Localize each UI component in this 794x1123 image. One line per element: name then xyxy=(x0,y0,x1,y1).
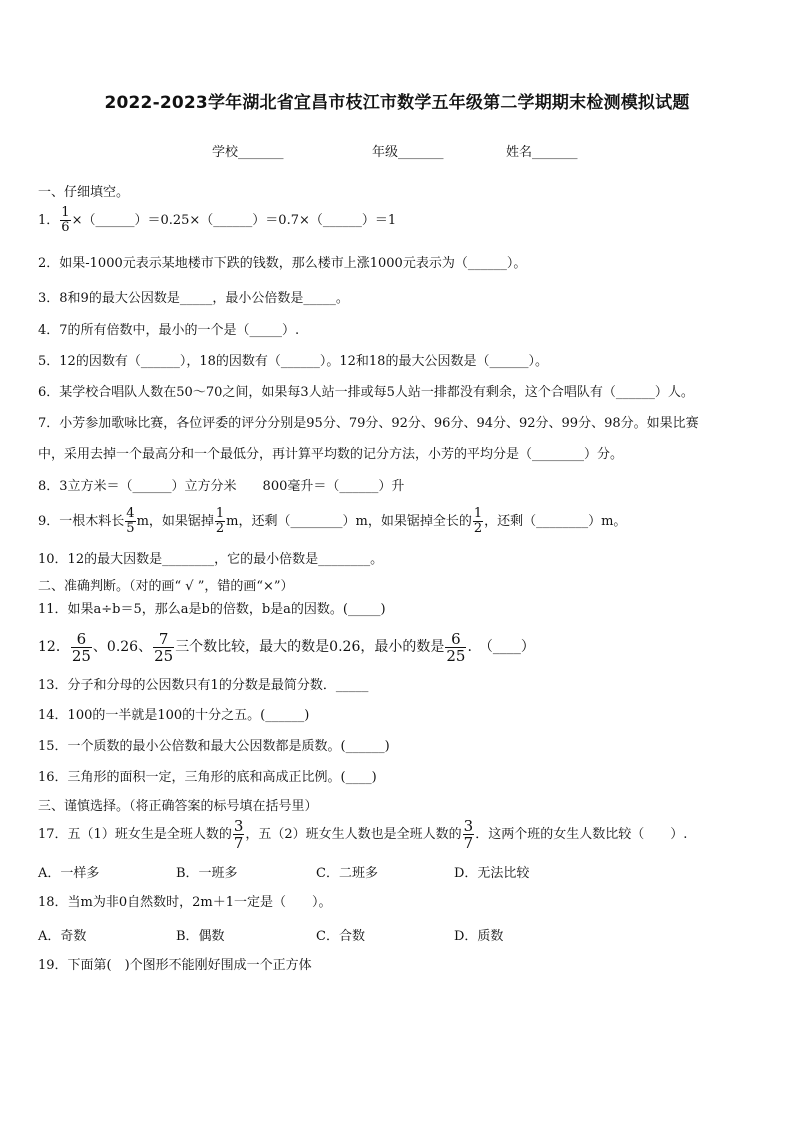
fraction xyxy=(233,818,245,851)
question-1-number: 1． xyxy=(38,213,60,228)
question-2: 2．如果-1000元表示某地楼市下跌的钱数，那么楼市上涨1000元表示为（______）。 xyxy=(38,256,527,271)
question-17-text: 17．五（1）班女生是全班人数的 xyxy=(38,827,232,842)
fraction-numerator: 6 xyxy=(76,629,87,648)
question-17-text: ．这两个班的女生人数比较（ ）. xyxy=(475,827,688,842)
question-17-text: ，五（2）班女生人数也是全班人数的 xyxy=(245,827,462,842)
question-16: 16．三角形的面积一定，三角形的底和高成正比例。(____) xyxy=(38,770,377,785)
question-11: 11．如果a÷b＝5，那么a是b的倍数，b是a的因数。(_____) xyxy=(38,602,386,617)
question-12-text: 三个数比较，最大的数是0.26，最小的数是 xyxy=(175,639,445,655)
fraction-denominator: 2 xyxy=(473,521,483,536)
question-10: 10．12的最大因数是________，它的最小倍数是________。 xyxy=(38,552,384,567)
fraction-denominator: 25 xyxy=(446,646,466,665)
school-field: 学校_______ xyxy=(212,145,284,160)
question-13: 13．分子和分母的公因数只有1的分数是最简分数．_____ xyxy=(38,678,369,693)
q17-option-d: D．无法比较 xyxy=(454,866,530,881)
grade-field: 年级_______ xyxy=(372,145,444,160)
question-9-text: m，还剩（________）m，如果锯掉全长的 xyxy=(226,514,472,529)
fraction-numerator: 1 xyxy=(473,506,483,521)
section-1-heading: 一、仔细填空。 xyxy=(38,185,130,200)
question-9-text: 9．一根木料长 xyxy=(38,514,125,529)
fraction-numerator: 3 xyxy=(233,817,244,835)
q18-option-a: A．奇数 xyxy=(38,929,87,944)
question-3: 3．8和9的最大公因数是_____，最小公倍数是_____。 xyxy=(38,291,349,306)
fraction xyxy=(445,631,466,664)
question-18: 18．当m为非0自然数时，2m＋1一定是（ ）。 xyxy=(38,895,332,910)
question-7-line-2: 中，采用去掉一个最高分和一个最低分，再计算平均数的记分方法，小芳的平均分是（________）分。 xyxy=(38,447,624,462)
fraction-denominator: 25 xyxy=(71,646,91,665)
fraction-denominator: 7 xyxy=(463,834,474,852)
question-5: 5．12的因数有（______），18的因数有（______）。12和18的最大公因数是（______）。 xyxy=(38,354,548,369)
fraction-denominator: 6 xyxy=(61,220,70,235)
q17-option-a: A．一样多 xyxy=(38,866,100,881)
fraction-denominator: 25 xyxy=(154,646,174,665)
name-field: 姓名_______ xyxy=(506,145,578,160)
fraction-numerator: 7 xyxy=(158,629,169,648)
question-17 xyxy=(38,815,764,855)
question-9-text: m，如果锯掉 xyxy=(136,514,214,529)
fraction xyxy=(463,818,475,851)
q17-option-b: B．一班多 xyxy=(176,866,238,881)
question-12-number: 12． xyxy=(38,639,70,655)
page-title: 2022-2023学年湖北省宜昌市枝江市数学五年级第二学期期末检测模拟试题 xyxy=(104,93,690,113)
fraction xyxy=(473,507,483,536)
fraction xyxy=(215,507,225,536)
section-3-heading: 三、谨慎选择。（将正确答案的标号填在括号里） xyxy=(38,799,318,814)
fraction xyxy=(60,206,70,235)
q18-option-b: B．偶数 xyxy=(176,929,225,944)
fraction xyxy=(125,507,135,536)
fraction-numerator: 3 xyxy=(463,817,474,835)
section-2-heading: 二、准确判断。（对的画“ √ ”，错的画“×”） xyxy=(38,579,294,594)
fraction-denominator: 2 xyxy=(215,521,225,536)
question-12-text: 、0.26、 xyxy=(92,639,153,655)
fraction-numerator: 1 xyxy=(215,506,225,521)
question-8: 8．3立方米＝（______）立方分米 800毫升＝（______）升 xyxy=(38,479,405,494)
question-1 xyxy=(38,206,764,235)
question-7-line-1: 7．小芳参加歌咏比赛，各位评委的评分分别是95分、79分、92分、96分、94分、92分、99分、98分。如果比赛 xyxy=(38,416,699,431)
question-9-text: ，还剩（________）m。 xyxy=(484,514,627,529)
question-12-text: . （____） xyxy=(467,639,535,655)
q17-option-c: C．二班多 xyxy=(316,866,378,881)
question-9 xyxy=(38,503,764,541)
fraction xyxy=(153,631,174,664)
question-12 xyxy=(38,627,764,667)
fraction-denominator: 7 xyxy=(233,834,244,852)
question-1-text: ×（______）＝0.25×（______）＝0.7×（______）＝1 xyxy=(71,213,397,228)
question-14: 14．100的一半就是100的十分之五。(______) xyxy=(38,708,310,723)
fraction-numerator: 6 xyxy=(451,629,461,648)
fraction-numerator: 4 xyxy=(126,506,135,521)
fraction-denominator: 5 xyxy=(126,521,135,536)
fraction xyxy=(71,631,92,664)
question-4: 4．7的所有倍数中，最小的一个是（_____）. xyxy=(38,323,300,338)
q18-option-d: D．质数 xyxy=(454,929,504,944)
question-19: 19．下面第( )个图形不能刚好围成一个正方体 xyxy=(38,958,312,973)
fraction-numerator: 1 xyxy=(61,205,70,220)
question-15: 15．一个质数的最小公倍数和最大公因数都是质数。(______) xyxy=(38,739,390,754)
question-6: 6．某学校合唱队人数在50～70之间，如果每3人站一排或每5人站一排都没有剩余，这个合唱队有（______）人。 xyxy=(38,385,694,400)
q18-option-c: C．合数 xyxy=(316,929,365,944)
